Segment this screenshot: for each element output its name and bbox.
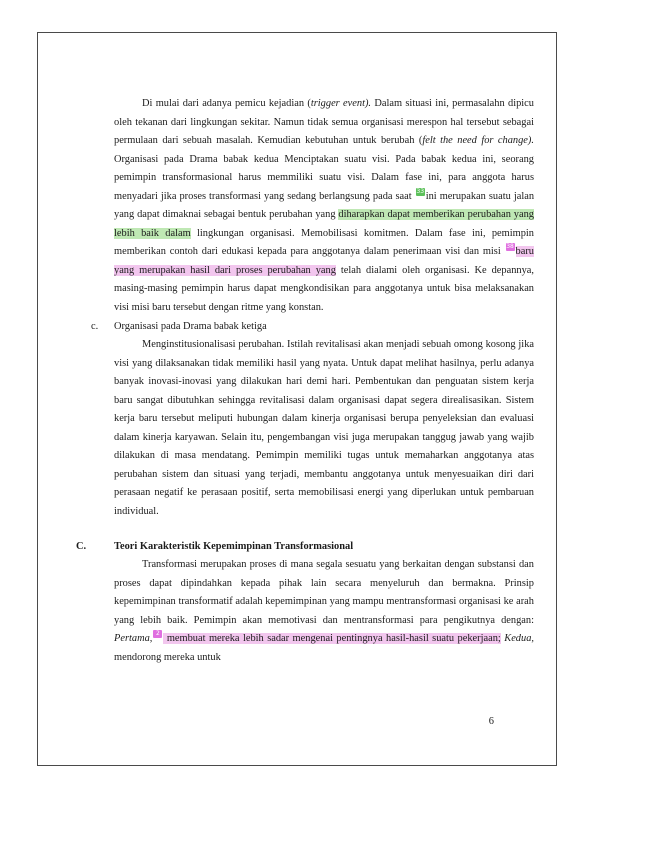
text-run: Organisasi pada Drama babak kedua Menciptakan suatu visi. Pada babak kedua ini, seorang pemimpin transformasional harus memmiliki suatu visi. Dalam fase ini, para anggota harus menyadari jika proses transformasi yang sedang berlangsung pada saat: [114, 153, 534, 202]
highlight-green[interactable]: diharapkan dapat memberikan perubahan yang lebih baik dalam: [114, 209, 534, 239]
highlight-pink[interactable]: membuat mereka lebih sadar mengenai pentingnya hasil-hasil suatu pekerjaan;: [163, 633, 501, 645]
text-run: ini merupakan suatu jalan yang dapat dimaknai sebagai bentuk perubahan yang: [114, 190, 535, 221]
page-body: [76, 95, 535, 667]
paragraph-teori: [114, 556, 534, 667]
page-number: 6: [488, 716, 494, 727]
text-run: lingkungan organisasi. Memobilisasi komitmen. Dalam fase ini, pemimpin memberikan contoh dari edukasi kepada para anggotanya dalam penerimaan visi dan misi: [114, 227, 534, 258]
italic-term: Pertama,: [114, 633, 153, 645]
section-marker: C.: [76, 540, 87, 552]
similarity-badge-2[interactable]: 2: [153, 630, 162, 638]
list-item-c: [91, 318, 534, 522]
italic-term: trigger event).: [310, 98, 372, 109]
section-title: Teori Karakteristik Kepemimpinan Transformasional: [114, 540, 354, 552]
similarity-badge-33[interactable]: 33: [416, 187, 425, 195]
list-marker: c.: [91, 320, 99, 332]
document-page: [37, 32, 557, 766]
text-run: telah dialami oleh organisasi. Ke depannya, masing-masing pemimpin harus dapat mengkondisikan para anggotanya untuk bisa melaksanakan visi misi baru tersebut dengan ritme yang konstan.: [114, 264, 534, 314]
text-run: Dalam situasi ini, permasalahn dipicu oleh tekanan dari lingkungan sekitar. Namun tidak semua organisasi merespon hal tersebut sebagai permulaan dari sebuah masalah. Kemudian kebutuhan untuk berubah (: [114, 98, 534, 147]
paragraph-drama-babak-kedua: [114, 95, 534, 318]
similarity-badge-38[interactable]: 38: [506, 243, 514, 251]
italic-term: Kedua,: [500, 633, 534, 645]
text-run: Transformasi merupakan proses di mana segala sesuatu yang berkaitan dengan substansi dan proses dapat dipindahkan kepada pihak lain secara menyeluruh dan bermakna. Prinsip kepemimpinan transformatif adalah kepemimpinan yang mampu mentransformasi organisasi ke arah yang lebih baik. Pemimpin akan memotivasi dan mentransformasi para pengikutnya dengan:: [114, 559, 534, 626]
text-run: mendorong mereka untuk: [114, 651, 221, 663]
list-item-title: Organisasi pada Drama babak ketiga: [114, 320, 267, 332]
highlight-pink[interactable]: baru yang merupakan hasil dari proses perubahan yang: [114, 246, 534, 276]
list-item-body: Menginstitusionalisasi perubahan. Istilah revitalisasi akan menjadi sebuah omong kosong jika visi yang dilaksanakan tidak memiliki hasil yang nyata. Untuk dapat melihat hasilnya, perlu adanya banyak inovasi-inovasi yang dilakukan hari demi hari. Pembentukan dan penguatan sistem kerja baru sangat dibutuhkan sehingga revitalisasi dalam organisasi dapat segera direalisasikan. Sistem kerja baru tersebut meliputi hubungan dalam kinerja organisasi berupa penyeleksian dan evaluasi dalam kinerja karyawan. Selain itu, pengembangan visi juga merupakan tanggug jawab yang wajib dilakukan di masa mendatang. Pemimpin memiliki tugas untuk memaharkan anggotanya atas perubahan sistem dan situasi yang terjadi, membantu anggotanya untuk menyesuaikan diri dari perasaan negatif ke perasaan positif, serta memobilisasi energi yang diperlukan untuk pembaruan individual.: [114, 339, 534, 518]
text-run: Di mulai dari adanya pemicu kejadian (: [142, 98, 311, 109]
section-heading: [76, 538, 534, 557]
italic-term: felt the need for change).: [422, 135, 534, 147]
